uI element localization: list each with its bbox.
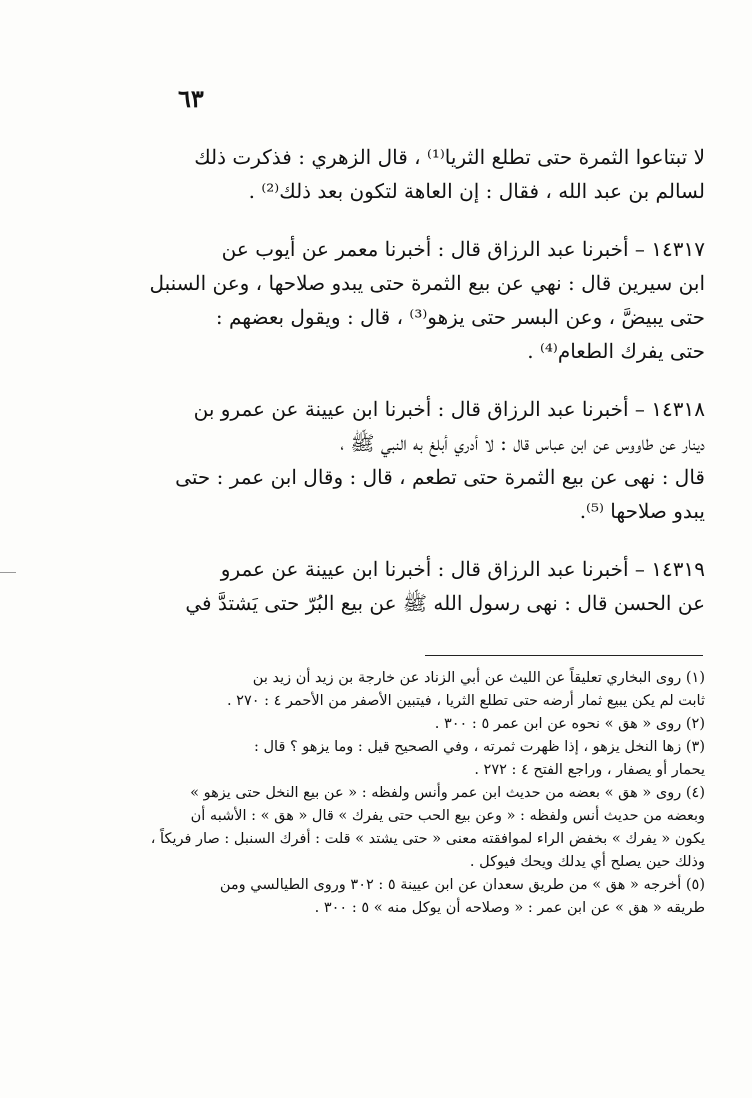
hadith-14317-line: ١٤٣١٧ – أخبرنا عبد الرزاق قال : أخبرنا معمر عن أيوب عن	[221, 237, 705, 261]
text-line: حتى يبيضَّ ، وعن البسر حتى يزهو⁽³⁾ ، قال : ويقول بعضهم :	[215, 305, 705, 329]
footnote-line: وذلك حين يصلح أي يدلك ويحك فيوكل .	[469, 854, 705, 870]
footnote-line: (٥) أخرجه « هق » من طريق سعدان عن ابن عيينة ٥ : ٣٠٢ وروى الطيالسي ومن	[219, 877, 705, 893]
text-line: يبدو صلاحها ⁽⁵⁾.	[579, 499, 705, 523]
text-line: دينار عن طاووس عن ابن عباس قال : لا أدري أبلغ به النبي ﷺ ،	[340, 431, 705, 455]
margin-mark	[0, 572, 16, 573]
text-line: ابن سيرين قال : نهي عن بيع الثمرة حتى يبدو صلاحها ، وعن السنبل	[149, 271, 705, 295]
main-text	[95, 140, 705, 620]
footnote-line: ثابت لم يكن يبيع ثمار أرضه حتى تطلع الثريا ، فيتبين الأصفر من الأحمر ٤ : ٢٧٠ .	[226, 693, 705, 709]
text-line: عن الحسن قال : نهى رسول الله ﷺ عن بيع البُرّ حتى يَشتدَّ في	[185, 591, 705, 615]
text-line: لسالم بن عبد الله ، فقال : إن العاهة لتكون بعد ذلك⁽²⁾ .	[248, 179, 705, 203]
text-line: حتى يفرك الطعام⁽⁴⁾ .	[527, 339, 705, 363]
text-line: قال : نهى عن بيع الثمرة حتى تطعم ، قال : وقال ابن عمر : حتى	[175, 465, 705, 489]
footnote-line: (٤) روى « هق » بعضه من حديث ابن عمر وأنس ولفظه : « عن بيع النخل حتى يزهو »	[190, 785, 705, 801]
footnote-line: وبعضه من حديث أنس ولفظه : « وعن بيع الحب حتى يفرك » قال « هق » : الأشبه أن	[190, 808, 705, 824]
text-line: لا تبتاعوا الثمرة حتى تطلع الثريا⁽¹⁾ ، قال الزهري : فذكرت ذلك	[194, 145, 705, 169]
hadith-14319-line: ١٤٣١٩ – أخبرنا عبد الرزاق قال : أخبرنا ابن عيينة عن عمرو	[220, 557, 705, 581]
footnote-line: طريقه « هق » عن ابن عمر : « وصلاحه أن يوكل منه » ٥ : ٣٠٠ .	[314, 900, 705, 916]
footnote-line: (٣) زها النخل يزهو ، إذا ظهرت ثمرته ، وفي الصحيح قيل : وما يزهو ؟ قال :	[254, 739, 705, 755]
footnote-line: يحمار أو يصفار ، وراجع الفتح ٤ : ٢٧٢ .	[474, 762, 705, 778]
hadith-14318-line: ١٤٣١٨ – أخبرنا عبد الرزاق قال : أخبرنا ابن عيينة عن عمرو بن	[193, 397, 705, 421]
footnote-line: (٢) روى « هق » نحوه عن ابن عمر ٥ : ٣٠٠ .	[434, 716, 705, 732]
page-number: ٦٣	[178, 84, 204, 113]
footnote-line: يكون « يفرك » بخفض الراء لموافقته معنى « حتى يشتد » قلت : أفرك السنبل : صار فريكاً ،	[150, 831, 705, 847]
footnote-line: (١) روى البخاري تعليقاً عن الليث عن أبي الزناد عن خارجة بن زيد أن زيد بن	[252, 670, 705, 686]
footnotes	[100, 667, 705, 920]
footnote-separator	[425, 655, 703, 656]
